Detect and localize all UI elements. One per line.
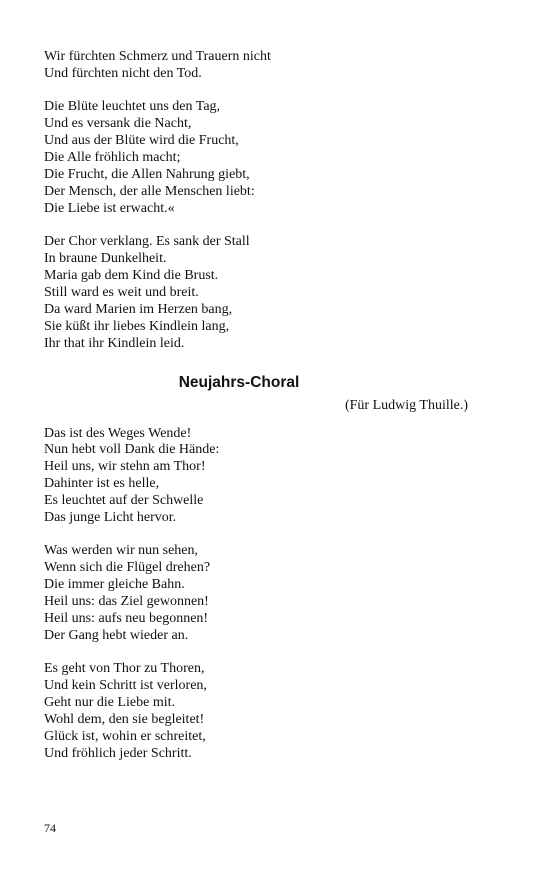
poem-neujahrs-choral xyxy=(44,373,474,763)
verse-line: Es leuchtet auf der Schwelle xyxy=(44,493,204,509)
verse-line: Heil uns: das Ziel gewonnen! xyxy=(44,594,209,610)
verse-line: Und fröhlich jeder Schritt. xyxy=(44,745,192,761)
verse-line: Und kein Schritt ist verloren, xyxy=(44,678,207,694)
verse-line: Wenn sich die Flügel drehen? xyxy=(44,560,211,576)
stanza xyxy=(44,661,474,762)
verse-line: Die Frucht, die Allen Nahrung giebt, xyxy=(44,166,250,182)
verse-line: Da ward Marien im Herzen bang, xyxy=(44,301,233,317)
verse-line: Und aus der Blüte wird die Frucht, xyxy=(44,133,239,149)
verse-line: Der Mensch, der alle Menschen liebt: xyxy=(44,183,255,199)
verse-line: Wohl dem, den sie begleitet! xyxy=(44,712,205,728)
verse-line: Geht nur die Liebe mit. xyxy=(44,695,176,711)
verse-line: Die Blüte leuchtet uns den Tag, xyxy=(44,99,221,115)
stanza xyxy=(44,426,474,527)
verse-line: Nun hebt voll Dank die Hände: xyxy=(44,442,220,458)
verse-line: Das junge Licht hervor. xyxy=(44,510,177,526)
verse-line: Ihr that ihr Kindlein leid. xyxy=(44,335,185,351)
stanza xyxy=(44,99,474,217)
stanza xyxy=(44,49,474,83)
verse-line: Heil uns: aufs neu begonnen! xyxy=(44,611,209,627)
verse-line: Dahinter ist es helle, xyxy=(44,476,160,492)
poem-title: Neujahrs-Choral xyxy=(178,373,300,391)
verse-line: Der Chor verklang. Es sank der Stall xyxy=(44,234,250,250)
verse-line: Und es versank die Nacht, xyxy=(44,116,192,132)
page-body xyxy=(44,49,474,779)
verse-line: Der Gang hebt wieder an. xyxy=(44,627,189,643)
verse-line: Heil uns, wir stehn am Thor! xyxy=(44,459,206,475)
verse-line: Maria gab dem Kind die Brust. xyxy=(44,267,219,283)
page-number: 74 xyxy=(44,821,56,835)
verse-line: Glück ist, wohin er schreitet, xyxy=(44,729,206,744)
verse-line: Und fürchten nicht den Tod. xyxy=(44,65,202,81)
verse-line: In braune Dunkelheit. xyxy=(44,251,167,267)
verse-line: Was werden wir nun sehen, xyxy=(44,543,198,559)
verse-line: Die Liebe ist erwacht.« xyxy=(44,200,175,216)
verse-line: Die Alle fröhlich macht; xyxy=(44,150,181,166)
verse-line: Das ist des Weges Wende! xyxy=(44,425,192,441)
verse-line: Wir fürchten Schmerz und Trauern nicht xyxy=(44,49,271,64)
verse-line: Sie küßt ihr liebes Kindlein lang, xyxy=(44,318,230,334)
stanza xyxy=(44,543,474,644)
verse-line: Still ward es weit und breit. xyxy=(44,284,199,300)
verse-line: Die immer gleiche Bahn. xyxy=(44,577,185,593)
poem-continued xyxy=(44,49,474,353)
poem-dedication: (Für Ludwig Thuille.) xyxy=(344,397,468,413)
stanza xyxy=(44,234,474,352)
verse-line: Es geht von Thor zu Thoren, xyxy=(44,661,205,677)
